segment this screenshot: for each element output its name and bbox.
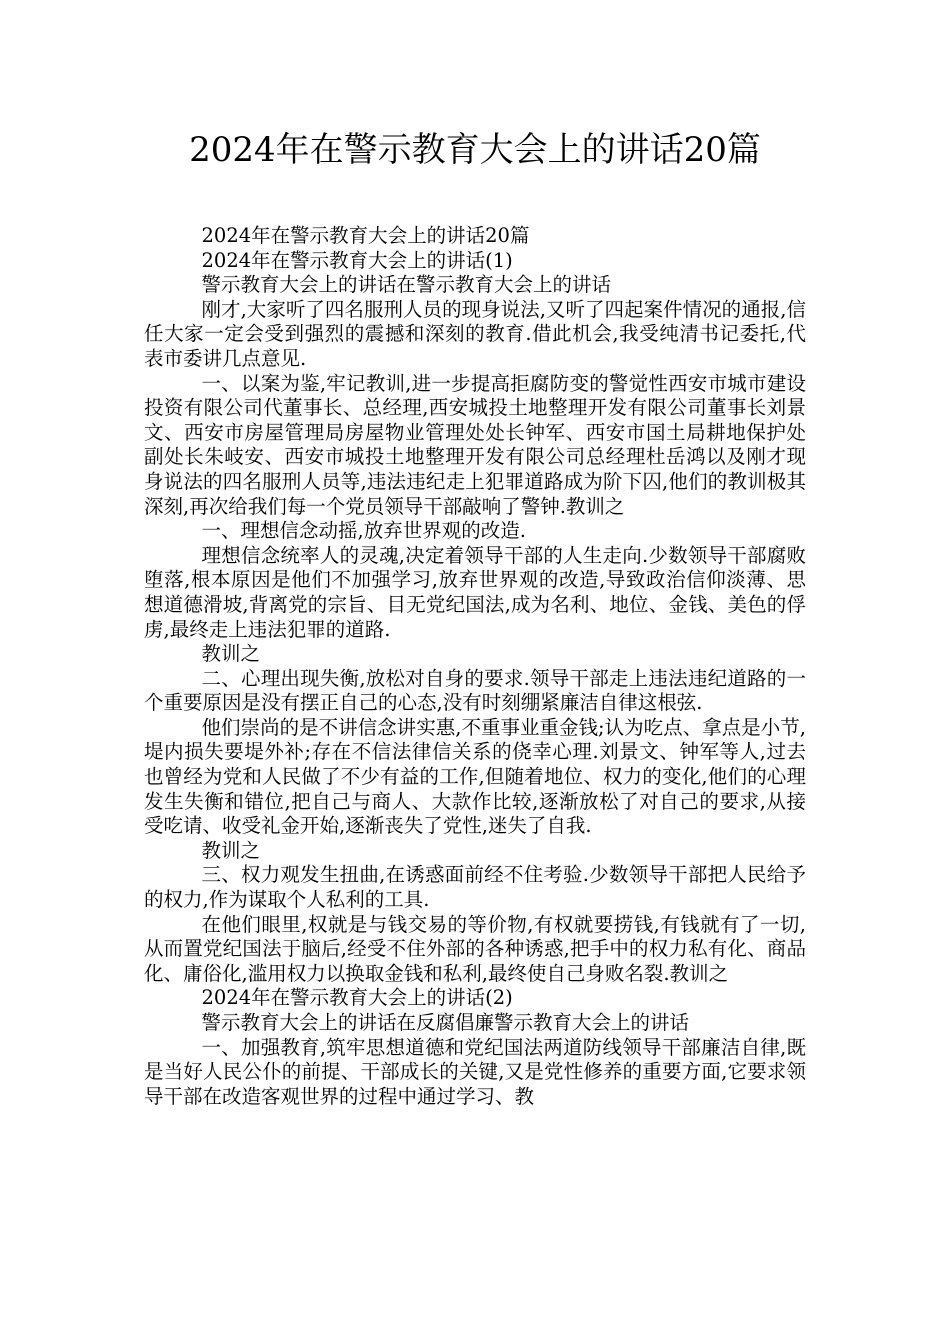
paragraph: 一、理想信念动摇,放弃世界观的改造. [201,519,526,543]
paragraph: 一、加强教育,筑牢思想道德和党纪国法两道防线领导干部廉洁自律,既是当好人民公仆的前提、干部成长的关键,又是党性修养的重要方面,它要求领导干部在改造客观世界的过程中通过学习、教 [144,1035,806,1108]
paragraph: 2024年在警示教育大会上的讲话(1) [201,248,513,272]
paragraph: 教训之 [201,642,261,666]
paragraph: 他们崇尚的是不讲信念讲实惠,不重事业重金钱;认为吃点、拿点是小节,堤内损失要堤外补;存在不信法律信关系的侥幸心理.刘景文、钟军等人,过去也曾经为党和人民做了不少有益的工作,但随着地位、权力的变化,他们的心理发生失衡和错位,把自己与商人、大款作比较,逐渐放松了对自己的要求,从接受吃请、收受礼金开始,逐渐丧失了党性,迷失了自我. [144,715,806,838]
paragraph: 刚才,大家听了四名服刑人员的现身说法,又听了四起案件情况的通报,信任大家一定会受到强烈的震撼和深刻的教育.借此机会,我受纯清书记委托,代表市委讲几点意见. [144,297,806,370]
paragraph: 理想信念统率人的灵魂,决定着领导干部的人生走向.少数领导干部腐败堕落,根本原因是他们不加强学习,放弃世界观的改造,导致政治信仰淡薄、思想道德滑坡,背离党的宗旨、目无党纪国法,成为名利、地位、金钱、美色的俘虏,最终走上违法犯罪的道路. [144,543,806,641]
document-title: 2024年在警示教育大会上的讲话20篇 [189,130,761,170]
paragraph: 警示教育大会上的讲话在反腐倡廉警示教育大会上的讲话 [201,1011,690,1034]
paragraph: 2024年在警示教育大会上的讲话20篇 [201,224,530,247]
paragraph: 警示教育大会上的讲话在警示教育大会上的讲话 [201,273,612,297]
paragraph: 教训之 [201,838,261,862]
paragraph: 二、心理出现失衡,放松对自身的要求.领导干部走上违法违纪道路的一个重要原因是没有摆正自己的心态,没有时刻绷紧廉洁自律这根弦. [144,666,806,715]
paragraph: 2024年在警示教育大会上的讲话(2) [201,986,513,1010]
paragraph: 在他们眼里,权就是与钱交易的等价物,有权就要捞钱,有钱就有了一切,从而置党纪国法于脑后,经受不住外部的各种诱惑,把手中的权力私有化、商品化、庸俗化,滥用权力以换取金钱和私利,最终使自己身败名裂.教训之 [144,912,806,985]
document-body [144,224,806,1109]
paragraph: 一、以案为鉴,牢记教训,进一步提高拒腐防变的警觉性西安市城市建设投资有限公司代董事长、总经理,西安城投土地整理开发有限公司董事长刘景文、西安市房屋管理局房屋物业管理处处长钟军、西安市国土局耕地保护处副处长朱岐安、西安市城投土地整理开发有限公司总经理杜岳鸿以及刚才现身说法的四名服刑人员等,违法违纪走上犯罪道路成为阶下囚,他们的教训极其深刻,再次给我们每一个党员领导干部敲响了警钟.教训之 [144,371,806,518]
paragraph: 三、权力观发生扭曲,在诱惑面前经不住考验.少数领导干部把人民给予的权力,作为谋取个人私利的工具. [144,863,806,912]
